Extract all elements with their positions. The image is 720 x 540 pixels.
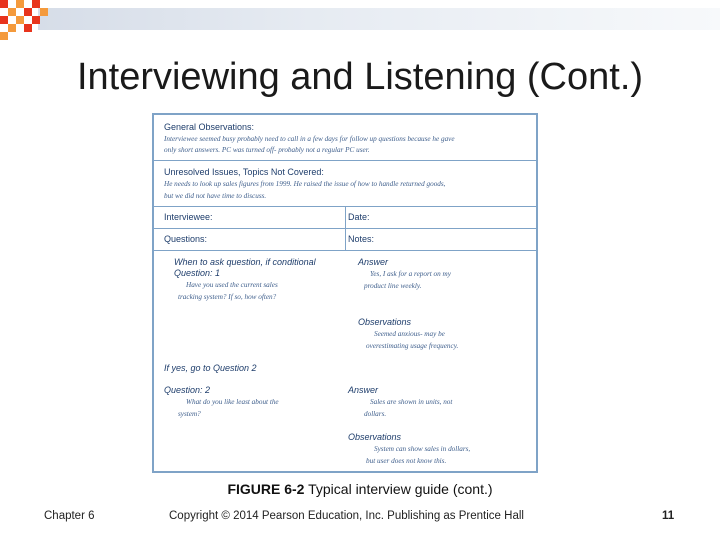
interview-guide-figure	[152, 113, 538, 473]
deco-square	[24, 24, 32, 32]
deco-square	[40, 8, 48, 16]
question-1-label: Question: 1	[174, 268, 221, 278]
deco-square	[8, 8, 16, 16]
question-2-text: What do you like least about the	[186, 398, 279, 406]
observations-1-text: overestimating usage frequency.	[366, 342, 459, 350]
general-observations-text: Interviewee seemed busy probably need to call in a few days for follow up questions because he gave	[164, 135, 455, 143]
observations-1-text: Seemed anxious- may be	[374, 330, 445, 338]
answer-1-label: Answer	[358, 257, 389, 267]
branch-note: If yes, go to Question 2	[164, 363, 257, 373]
deco-square	[32, 16, 40, 24]
question-2-label: Question: 2	[164, 385, 211, 395]
page-number: 11	[662, 510, 675, 522]
question-1-text: tracking system? If so, how often?	[178, 293, 277, 301]
observations-2-text: System can show sales in dollars,	[374, 445, 471, 453]
answer-2-text: dollars.	[364, 410, 387, 418]
figure-caption	[0, 481, 720, 497]
unresolved-issues-text: He needs to look up sales figures from 1999. He raised the issue of how to handle returned goods,	[164, 180, 446, 188]
questions-row	[154, 229, 536, 251]
date-label: Date:	[348, 212, 370, 222]
figure-caption-text: Typical interview guide (cont.)	[304, 481, 493, 497]
notes-label: Notes:	[348, 234, 375, 244]
answer-1-text: product line weekly.	[364, 282, 422, 290]
answer-2-text: Sales are shown in units, not	[370, 398, 453, 406]
deco-square	[32, 0, 40, 8]
slide-title: Interviewing and Listening (Cont.)	[76, 56, 644, 98]
unresolved-issues-label: Unresolved Issues, Topics Not Covered:	[164, 167, 324, 177]
question-2-text: system?	[178, 410, 201, 418]
deco-square	[16, 16, 24, 24]
deco-square	[16, 0, 24, 8]
unresolved-issues-section	[154, 161, 536, 207]
conditional-note: When to ask question, if conditional	[174, 257, 316, 267]
corner-decoration	[0, 0, 720, 40]
deco-square	[24, 8, 32, 16]
general-observations-section	[154, 115, 536, 161]
answer-1-text: Yes, I ask for a report on my	[370, 270, 451, 278]
general-observations-text: only short answers. PC was turned off- probably not a regular PC user.	[164, 146, 370, 154]
deco-square	[0, 0, 8, 8]
observations-2-label: Observations	[348, 432, 402, 442]
question-1-text: Have you used the current sales	[186, 281, 278, 289]
figure-number: FIGURE 6-2	[227, 481, 305, 497]
answer-2-label: Answer	[348, 385, 379, 395]
deco-square	[8, 24, 16, 32]
footer-chapter: Chapter 6	[44, 510, 95, 522]
interviewee-label: Interviewee:	[164, 212, 213, 222]
deco-square	[0, 32, 8, 40]
header-bar	[38, 8, 720, 30]
observations-1-label: Observations	[358, 317, 412, 327]
questions-label: Questions:	[164, 234, 208, 244]
observations-2-text: but user does not know this.	[366, 457, 447, 465]
general-observations-label: General Observations:	[164, 122, 255, 132]
footer-copyright: Copyright © 2014 Pearson Education, Inc. Publishing as Prentice Hall	[169, 510, 524, 522]
unresolved-issues-text: but we did not have time to discuss.	[164, 192, 267, 200]
deco-square	[0, 16, 8, 24]
